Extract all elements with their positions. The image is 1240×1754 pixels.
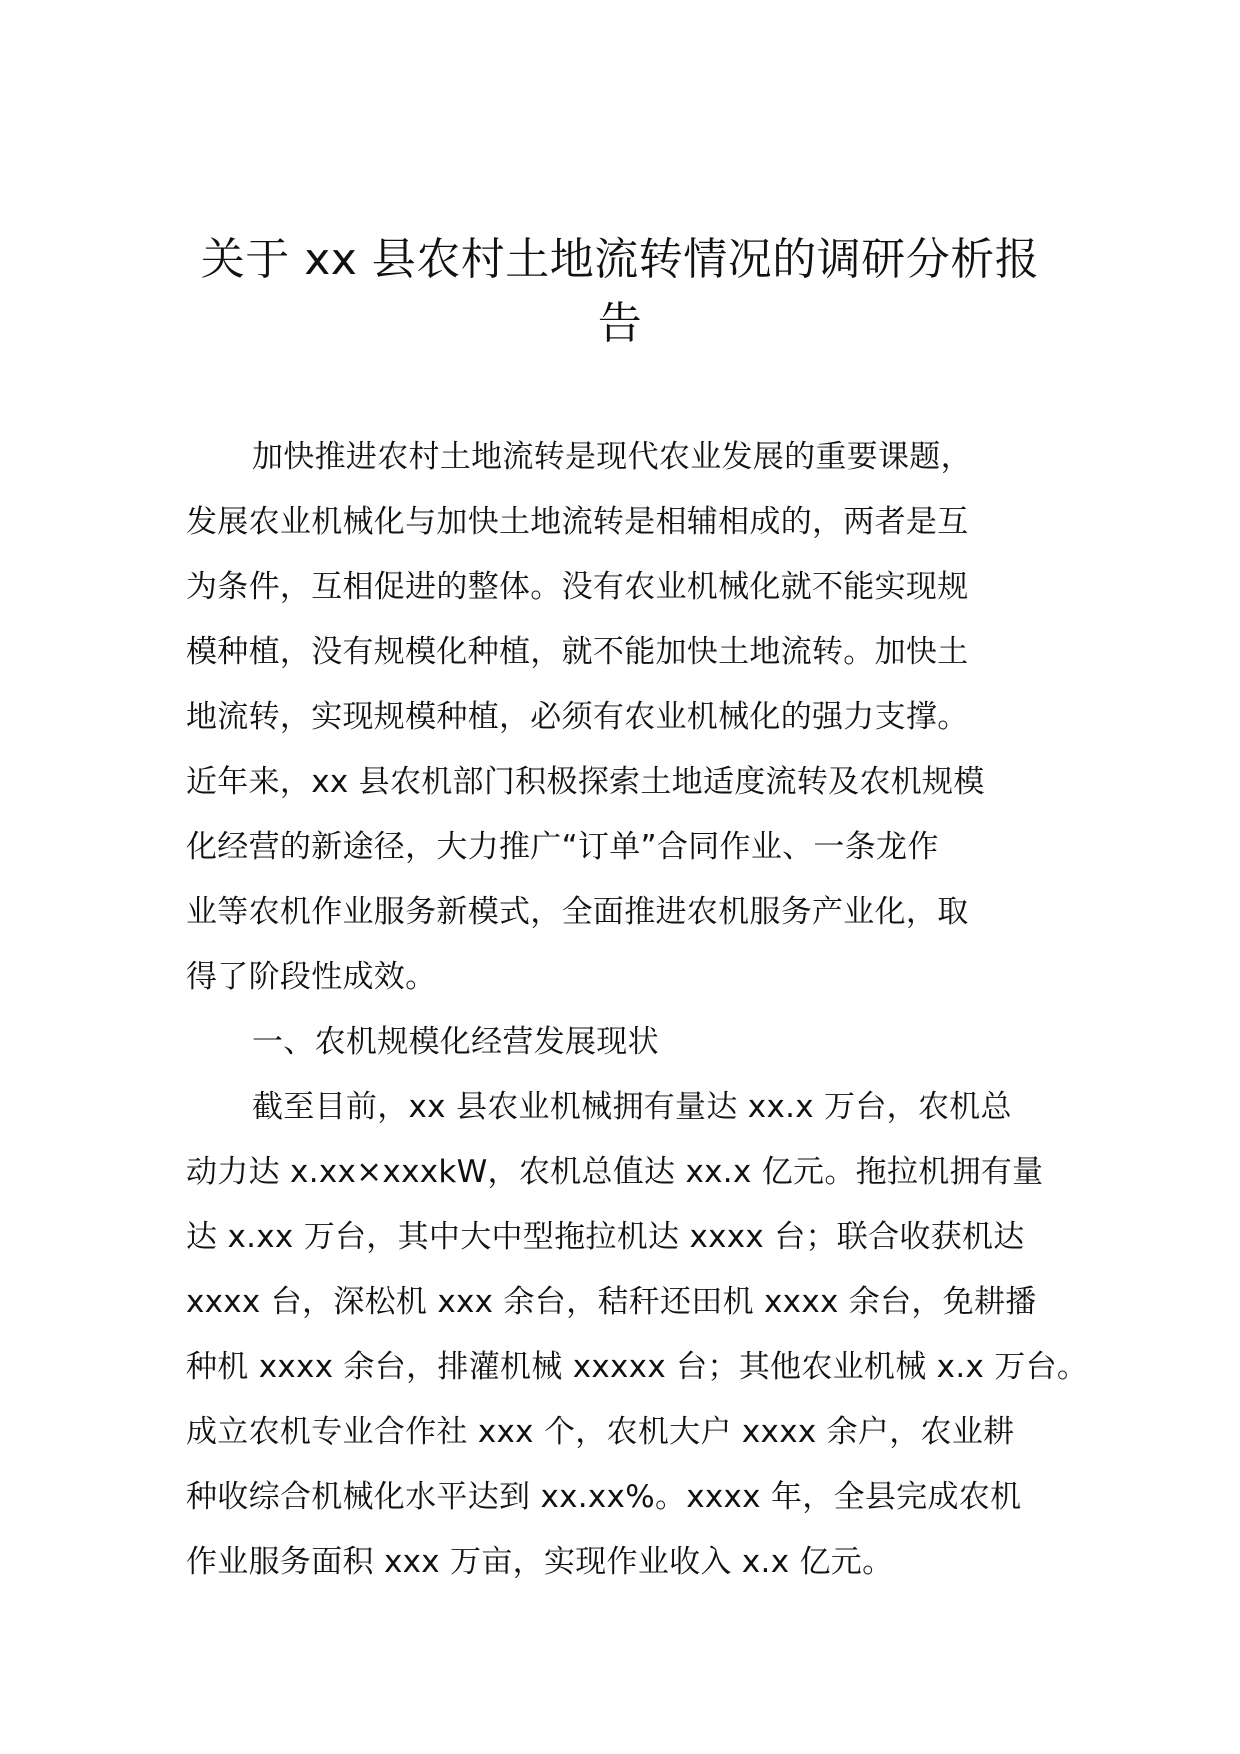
paragraph-1-line-7: 化经营的新途径，大力推广“订单”合同作业、一条龙作 [186, 829, 939, 865]
paragraph-1-line-3: 为条件，互相促进的整体。没有农业机械化就不能实现规 [186, 569, 969, 605]
title-line-2: 告 [597, 298, 643, 349]
paragraph-1-line-1: 加快推进农村土地流转是现代农业发展的重要课题， [252, 439, 972, 475]
paragraph-1-line-8: 业等农机作业服务新模式，全面推进农机服务产业化，取 [186, 894, 969, 930]
paragraph-1-line-6: 近年来，xx 县农机部门积极探索土地适度流转及农机规模 [186, 764, 985, 800]
paragraph-2-line-1: 截至目前，xx 县农业机械拥有量达 xx.x 万台，农机总 [252, 1089, 1012, 1125]
paragraph-1-line-2: 发展农业机械化与加快土地流转是相辅相成的，两者是互 [186, 504, 969, 540]
document-body [186, 425, 1089, 1595]
paragraph-2-line-6: 成立农机专业合作社 xxx 个，农机大户 xxxx 余户，农业耕 [186, 1414, 1015, 1450]
paragraph-1-line-5: 地流转，实现规模种植，必须有农业机械化的强力支撑。 [186, 699, 969, 735]
paragraph-2-line-8: 作业服务面积 xxx 万亩，实现作业收入 x.x 亿元。 [186, 1544, 894, 1580]
paragraph-2-line-5: 种机 xxxx 余台，排灌机械 xxxxx 台；其他农业机械 x.x 万台。 [186, 1349, 1089, 1385]
paragraph-1-line-9: 得了阶段性成效。 [186, 959, 437, 995]
paragraph-2-line-7: 种收综合机械化水平达到 xx.xx%。xxxx 年，全县完成农机 [186, 1479, 1022, 1515]
paragraph-2-line-2: 动力达 x.xx×xxxkW，农机总值达 xx.x 亿元。拖拉机拥有量 [186, 1154, 1044, 1190]
title-line-1: 关于 xx 县农村土地流转情况的调研分析报 [200, 234, 1040, 285]
document-title [150, 228, 1090, 356]
section-heading: 一、农机规模化经营发展现状 [252, 1024, 659, 1060]
paragraph-1-line-4: 模种植，没有规模化种植，就不能加快土地流转。加快土 [186, 634, 969, 670]
paragraph-2-line-4: xxxx 台，深松机 xxx 余台，秸秆还田机 xxxx 余台，免耕播 [186, 1284, 1037, 1320]
paragraph-2-line-3: 达 x.xx 万台，其中大中型拖拉机达 xxxx 台；联合收获机达 [186, 1219, 1025, 1255]
